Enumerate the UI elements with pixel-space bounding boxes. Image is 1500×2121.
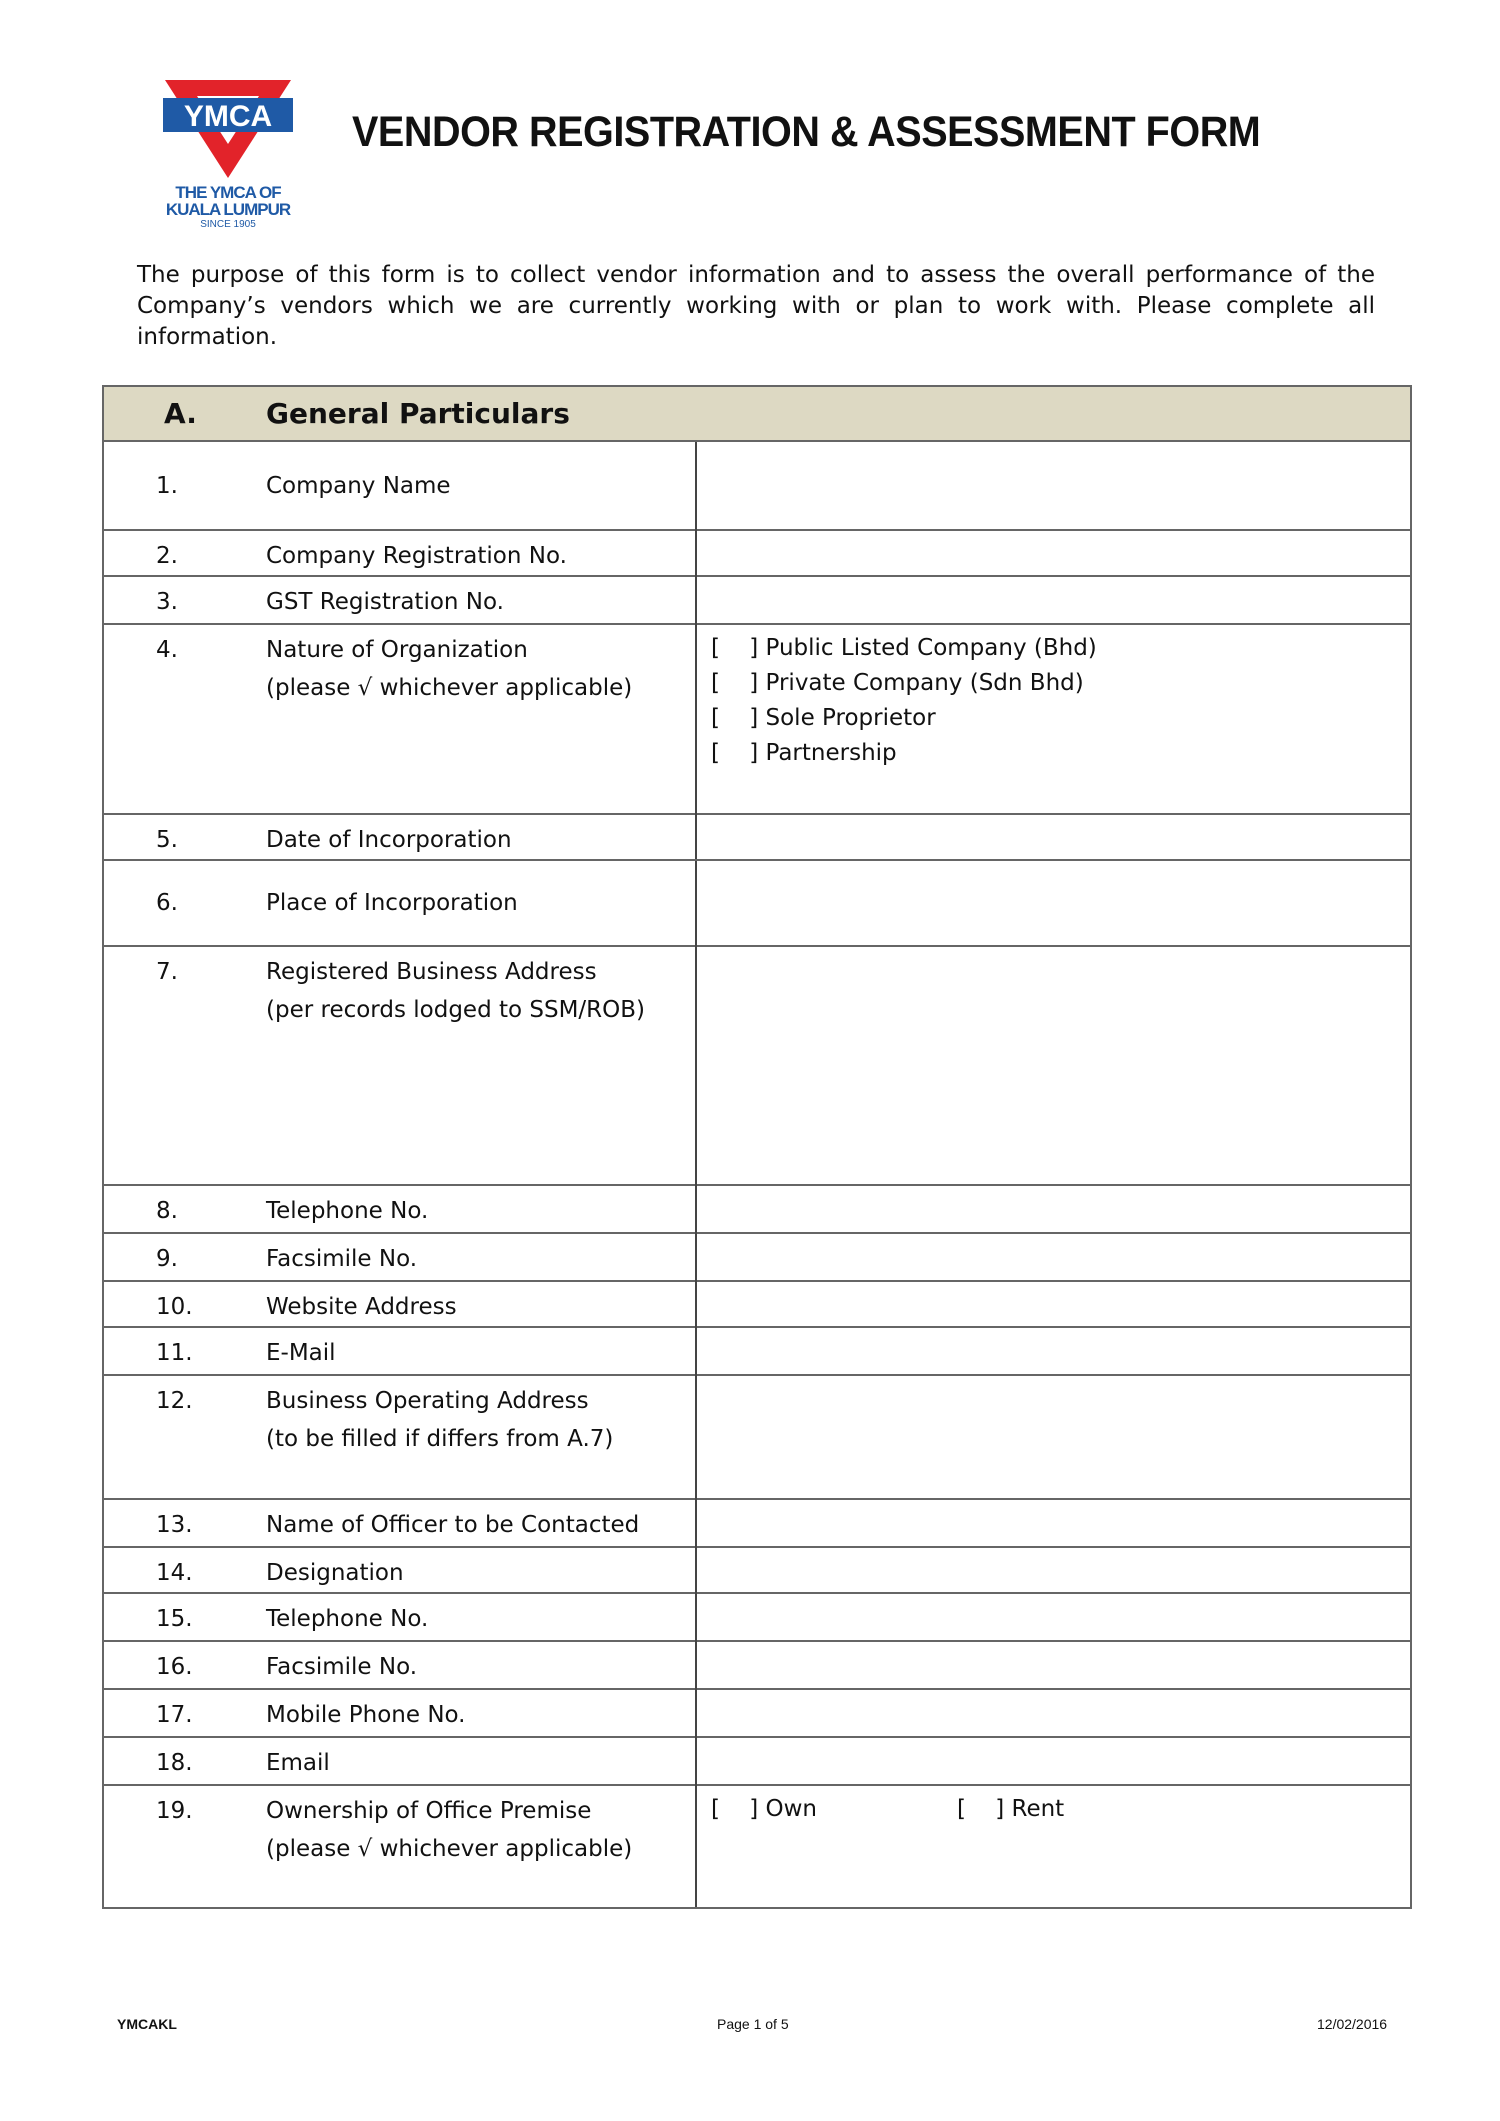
footer-left: YMCAKL [117, 2016, 177, 2032]
table-row [104, 1500, 1410, 1548]
row-number: 6. [156, 890, 178, 916]
row-label-cell [266, 1494, 697, 1546]
row-value-field[interactable] [697, 1548, 1410, 1592]
table-row [104, 1376, 1410, 1500]
table-row [104, 861, 1410, 947]
footer-page: Page 1 of 5 [717, 2016, 789, 2032]
row-label: Company Name [266, 472, 451, 499]
table-row [104, 625, 1410, 815]
svg-text:YMCA: YMCA [183, 100, 273, 133]
row-number: 18. [156, 1750, 193, 1776]
row-label: Website Address [266, 1294, 457, 1320]
svg-text:THE YMCA OF: THE YMCA OF [175, 183, 281, 202]
section-letter: A. [164, 397, 197, 430]
row-label: Mobile Phone No. [266, 1702, 466, 1728]
row-number: 10. [156, 1294, 193, 1320]
row-label: Ownership of Office Premise [266, 1798, 592, 1824]
row-label-cell [266, 1370, 697, 1498]
row-value-field[interactable] [697, 1376, 1410, 1498]
row-value-field[interactable] [697, 1786, 1410, 1907]
table-row [104, 1234, 1410, 1282]
row-label: GST Registration No. [266, 589, 504, 615]
row-label-cell [266, 619, 697, 813]
row-number: 17. [156, 1702, 193, 1728]
row-label-cell [266, 1180, 697, 1232]
table-row [104, 947, 1410, 1186]
row-value-field[interactable] [697, 1642, 1410, 1688]
row-sublabel: (per records lodged to SSM/ROB) [266, 997, 646, 1023]
section-title: General Particulars [266, 397, 570, 430]
option-checkbox[interactable]: [ ] Own [711, 1796, 817, 1822]
row-number: 1. [156, 472, 178, 499]
row-number: 4. [156, 637, 178, 663]
row-label: Business Operating Address [266, 1388, 589, 1414]
row-label-cell [266, 1684, 697, 1736]
row-label: Date of Incorporation [266, 827, 512, 853]
row-label-cell [266, 1732, 697, 1784]
table-row [104, 442, 1410, 531]
row-value-field[interactable] [697, 1282, 1410, 1326]
row-number: 5. [156, 827, 178, 853]
row-label: Nature of Organization [266, 637, 528, 663]
row-label: E-Mail [266, 1340, 336, 1366]
row-label: Name of Officer to be Contacted [266, 1512, 640, 1538]
row-label: Telephone No. [266, 1198, 429, 1224]
option-checkbox[interactable]: [ ] Partnership [711, 740, 897, 766]
row-value-field[interactable] [697, 625, 1410, 813]
table-row [104, 1328, 1410, 1376]
row-label-cell [266, 809, 697, 859]
table-row [104, 1642, 1410, 1690]
table-row [104, 1594, 1410, 1642]
row-label-cell [266, 1276, 697, 1326]
row-label: Place of Incorporation [266, 890, 518, 916]
row-value-field[interactable] [697, 1328, 1410, 1374]
row-label-cell [266, 442, 697, 529]
row-number: 16. [156, 1654, 193, 1680]
row-sublabel: (please √ whichever applicable) [266, 1836, 633, 1862]
option-checkbox[interactable]: [ ] Private Company (Sdn Bhd) [711, 670, 1084, 696]
row-label: Registered Business Address [266, 959, 597, 985]
footer-date: 12/02/2016 [1317, 2016, 1388, 2032]
general-particulars-table [102, 385, 1412, 1909]
row-value-field[interactable] [697, 1738, 1410, 1784]
row-label: Email [266, 1750, 330, 1776]
row-number: 9. [156, 1246, 178, 1272]
form-title: VENDOR REGISTRATION & ASSESSMENT FORM [352, 108, 1261, 156]
table-row [104, 577, 1410, 625]
table-row [104, 1738, 1410, 1786]
row-number: 14. [156, 1560, 193, 1586]
row-label: Company Registration No. [266, 543, 567, 569]
svg-text:SINCE 1905: SINCE 1905 [200, 219, 256, 228]
row-number: 7. [156, 959, 178, 985]
row-number: 2. [156, 543, 178, 569]
row-label-cell [266, 1636, 697, 1688]
row-number: 11. [156, 1340, 193, 1366]
row-number: 19. [156, 1798, 193, 1824]
section-header [104, 387, 1410, 442]
intro-paragraph: The purpose of this form is to collect vendor information and to assess the overall performance of the Company’s vendors which we are currently working with or plan to work with. Please complete all information. [137, 262, 1375, 350]
option-checkbox[interactable]: [ ] Sole Proprietor [711, 705, 936, 731]
row-label: Facsimile No. [266, 1246, 418, 1272]
row-value-field[interactable] [697, 861, 1410, 945]
table-row [104, 1786, 1410, 1909]
row-number: 13. [156, 1512, 193, 1538]
row-value-field[interactable] [697, 1186, 1410, 1232]
row-value-field[interactable] [697, 531, 1410, 575]
row-value-field[interactable] [697, 815, 1410, 859]
row-value-field[interactable] [697, 947, 1410, 1184]
row-label-cell [266, 941, 697, 1184]
row-value-field[interactable] [697, 1690, 1410, 1736]
row-label-cell [266, 1322, 697, 1374]
row-label: Facsimile No. [266, 1654, 418, 1680]
row-value-field[interactable] [697, 577, 1410, 623]
option-checkbox[interactable]: [ ] Public Listed Company (Bhd) [711, 635, 1097, 661]
row-label-cell [266, 1228, 697, 1280]
row-label: Telephone No. [266, 1606, 429, 1632]
row-label-cell [266, 1780, 697, 1907]
row-sublabel: (to be filled if differs from A.7) [266, 1426, 614, 1452]
row-value-field[interactable] [697, 1500, 1410, 1546]
row-number: 15. [156, 1606, 193, 1632]
row-value-field[interactable] [697, 442, 1410, 529]
row-label-cell [266, 571, 697, 623]
row-value-field[interactable] [697, 1234, 1410, 1280]
row-label-cell [266, 861, 697, 945]
option-checkbox[interactable]: [ ] Rent [957, 1796, 1065, 1822]
row-number: 3. [156, 589, 178, 615]
table-row [104, 815, 1410, 861]
row-label-cell [266, 525, 697, 575]
row-number: 12. [156, 1388, 193, 1414]
row-label: Designation [266, 1560, 404, 1586]
row-sublabel: (please √ whichever applicable) [266, 675, 633, 701]
table-row [104, 1186, 1410, 1234]
row-value-field[interactable] [697, 1594, 1410, 1640]
row-label-cell [266, 1588, 697, 1640]
row-number: 8. [156, 1198, 178, 1224]
row-label-cell [266, 1542, 697, 1592]
table-row [104, 1690, 1410, 1738]
ymca-logo [163, 78, 293, 228]
svg-text:KUALA LUMPUR: KUALA LUMPUR [165, 200, 291, 219]
